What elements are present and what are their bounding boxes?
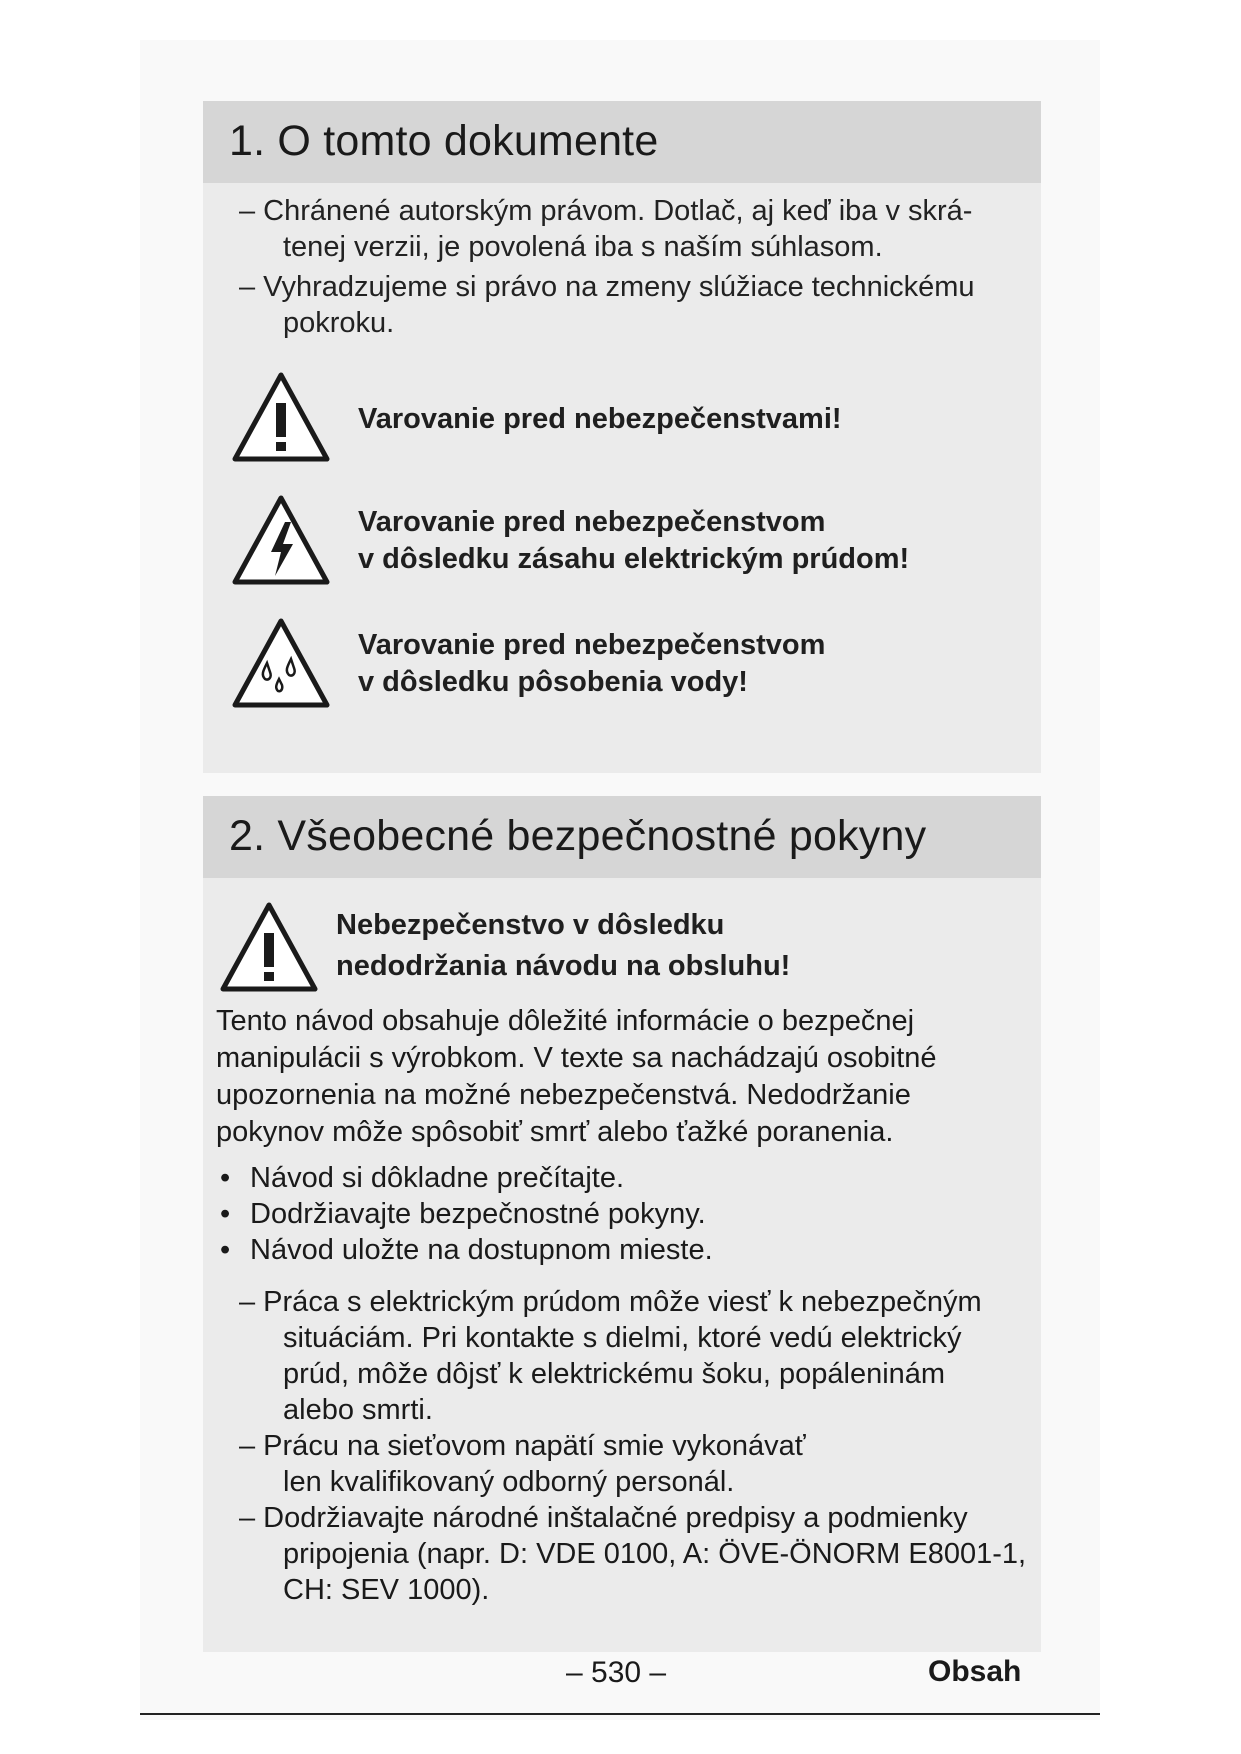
list-item-line: tenej verzii, je povolená iba s naším súhlasom. — [283, 231, 883, 263]
warning-line: v dôsledku pôsobenia vody! — [358, 666, 748, 698]
section-header — [203, 796, 1041, 878]
warning-text — [358, 504, 909, 578]
warning-line: Varovanie pred nebezpečenstvom — [358, 506, 826, 538]
section-about-document — [203, 101, 1041, 773]
intro-paragraph — [216, 1003, 1016, 1151]
paragraph-line: upozornenia na možné nebezpečenstvá. Nedodržanie — [216, 1079, 911, 1111]
warning-line: Nebezpečenstvo v dôsledku — [336, 909, 725, 941]
list-item — [239, 1500, 1026, 1608]
section-title: 1. O tomto dokumente — [229, 117, 659, 165]
list-item-line: – Prácu na sieťovom napätí smie vykonávať — [239, 1430, 806, 1462]
list-item-line: alebo smrti. — [283, 1394, 433, 1426]
bullet-list — [216, 1160, 713, 1268]
list-item — [239, 269, 975, 341]
contents-link[interactable]: Obsah — [928, 1655, 1022, 1688]
list-item-line: – Chránené autorským právom. Dotlač, aj keď iba v skrá- — [239, 195, 973, 227]
paragraph-line: Tento návod obsahuje dôležité informácie o bezpečnej — [216, 1005, 915, 1037]
warning-line: nedodržania návodu na obsluhu! — [336, 950, 791, 982]
paragraph-line: pokynov môže spôsobiť smrť alebo ťažké poranenia. — [216, 1116, 894, 1148]
page-number: – 530 – — [566, 1656, 667, 1689]
list-item: • Návod si dôkladne prečítajte. — [216, 1160, 713, 1196]
list-item: • Návod uložte na dostupnom mieste. — [216, 1232, 713, 1268]
warning-line: v dôsledku zásahu elektrickým prúdom! — [358, 543, 910, 575]
list-item-line: situáciám. Pri kontakte s dielmi, ktoré vedú elektrický — [283, 1322, 962, 1354]
list-item: • Dodržiavajte bezpečnostné pokyny. — [216, 1196, 713, 1232]
list-item — [239, 1284, 982, 1428]
list-item-line: pripojenia (napr. D: VDE 0100, A: ÖVE-ÖNORM E8001-1, — [283, 1538, 1027, 1570]
section-title: 2. Všeobecné bezpečnostné pokyny — [229, 812, 927, 860]
list-item-line: pokroku. — [283, 307, 395, 339]
warning-text — [358, 627, 825, 701]
list-item-line: prúd, môže dôjsť k elektrickému šoku, popáleninám — [283, 1358, 946, 1390]
footer-divider — [140, 1713, 1100, 1715]
list-item — [239, 1428, 806, 1500]
warning-text — [336, 905, 790, 987]
list-item-line: len kvalifikovaný odborný personál. — [283, 1466, 735, 1498]
warning-line: Varovanie pred nebezpečenstvom — [358, 629, 826, 661]
warning-exclamation-icon — [231, 371, 331, 463]
electric-shock-icon — [231, 494, 331, 586]
list-item-line: – Vyhradzujeme si právo na zmeny slúžiace technickému — [239, 271, 975, 303]
water-hazard-icon — [231, 617, 331, 709]
list-item-line: CH: SEV 1000). — [283, 1574, 490, 1606]
section-header — [203, 101, 1041, 183]
section-general-safety — [203, 796, 1041, 1652]
warning-exclamation-icon — [219, 901, 319, 993]
list-item-line: – Dodržiavajte národné inštalačné predpisy a podmienky — [239, 1502, 968, 1534]
warning-line: Varovanie pred nebezpečenstvami! — [358, 403, 842, 435]
list-item — [239, 193, 972, 265]
warning-text — [358, 401, 842, 438]
paragraph-line: manipulácii s výrobkom. V texte sa nachádzajú osobitné — [216, 1042, 937, 1074]
list-item-line: – Práca s elektrickým prúdom môže viesť k nebezpečným — [239, 1286, 982, 1318]
